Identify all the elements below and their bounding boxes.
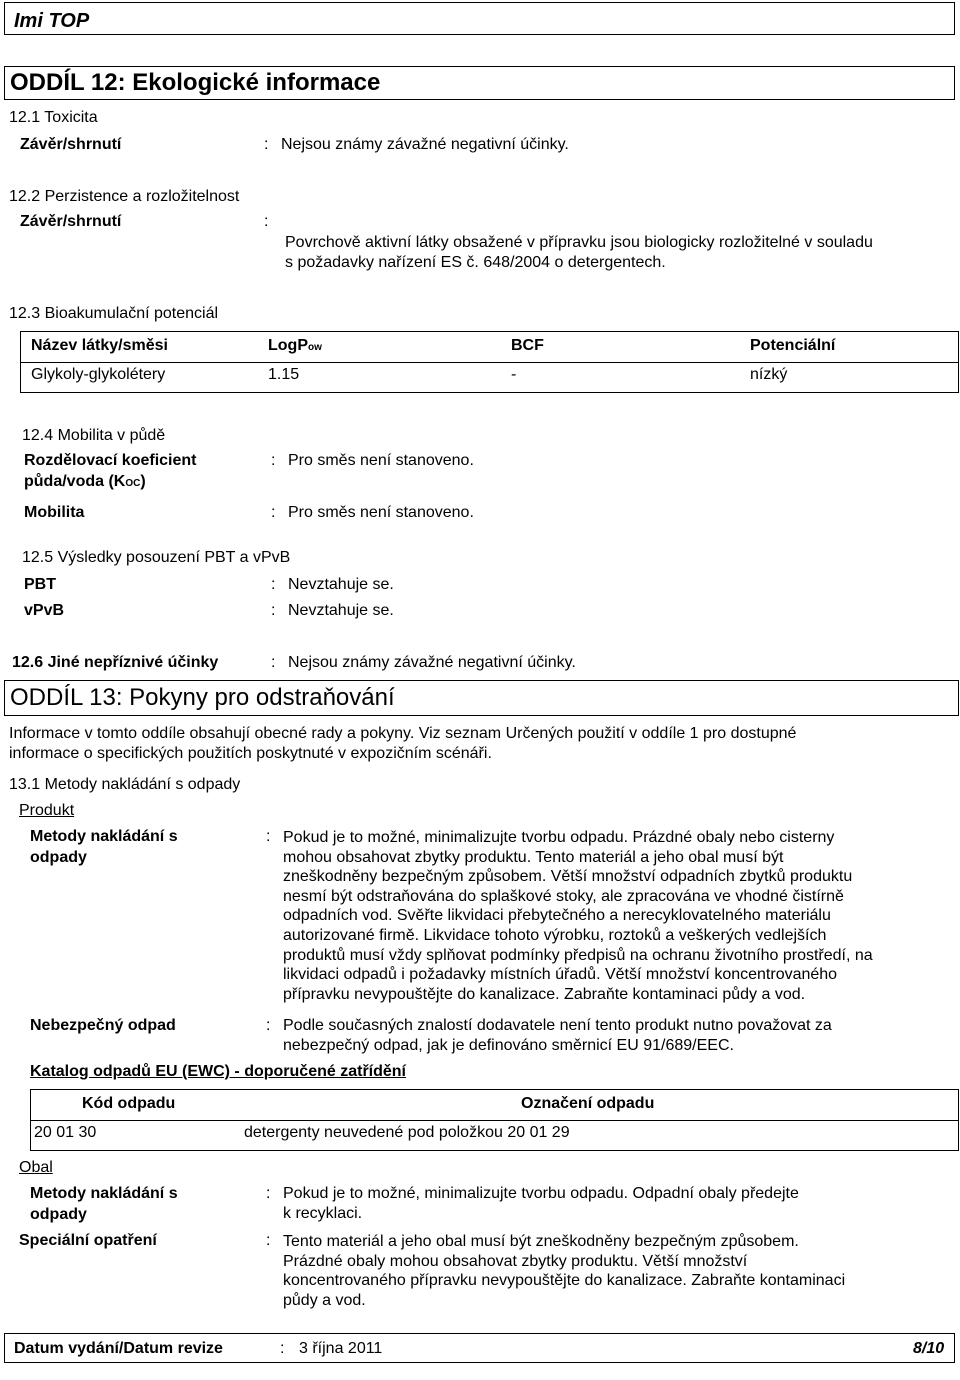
mobility-value: Pro směs není stanoveno.	[288, 504, 474, 521]
col-header-substance: Název látky/směsi	[31, 337, 168, 354]
pbt-heading: 12.5 Výsledky posouzení PBT a vPvB	[22, 549, 291, 566]
cell-logp: 1.15	[268, 366, 300, 383]
col-header-logp: LogPow	[268, 337, 322, 354]
pbt-label: PBT	[24, 576, 56, 593]
packaging-methods-label-2: odpady	[30, 1206, 87, 1223]
pbt-value: Nevztahuje se.	[288, 576, 394, 593]
packaging-methods-line-2: k recyklaci.	[283, 1205, 363, 1222]
colon: :	[266, 828, 271, 845]
other-effects-label: 12.6 Jiné nepříznivé účinky	[12, 654, 219, 671]
special-precautions-label: Speciální opatření	[19, 1232, 157, 1249]
cell-bcf: -	[511, 366, 517, 383]
document-header	[4, 2, 955, 35]
persistence-line-1: Povrchově aktivní látky obsažené v přípravku jsou biologicky rozložitelné v souladu	[285, 234, 873, 251]
special-precautions-text: Tento materiál a jeho obal musí být zneškodněny bezpečným způsobem. Prázdné obaly mohou obsahovat zbytky produktu. Větší množství koncentrovaného přípravku nevypouštějte do kanalizace. Zabraňte kontaminaci půdy a vod.	[283, 1233, 846, 1309]
colon: :	[266, 1017, 271, 1034]
mobility-heading: 12.4 Mobilita v půdě	[22, 427, 166, 444]
colon: :	[271, 654, 276, 671]
table-divider	[20, 362, 959, 363]
section-13-header	[4, 680, 959, 716]
issue-date-value: 3 října 2011	[299, 1340, 383, 1357]
persistence-line-2: s požadavky nařízení ES č. 648/2004 o detergentech.	[285, 254, 666, 271]
persistence-heading: 12.2 Perzistence a rozložitelnost	[9, 188, 240, 205]
packaging-methods-label-1: Metody nakládání s	[30, 1185, 178, 1202]
cell-waste-designation: detergenty neuvedené pod položkou 20 01 29	[244, 1124, 570, 1141]
other-effects-value: Nejsou známy závažné negativní účinky.	[288, 654, 576, 671]
col-header-bcf: BCF	[511, 337, 544, 354]
colon: :	[264, 213, 269, 230]
vpvb-label: vPvB	[24, 602, 65, 619]
product-methods-text: Pokud je to možné, minimalizujte tvorbu odpadu. Prázdné obaly nebo cisterny mohou obsahovat zbytky produktu. Tento materiál a jeho obal musí být zneškodněny bezpečným způsobem. Větší množství odpadních zbytků produktu nesmí být odstraňována do splaškové stoky, ale zpracována ve vhodné čistírně odpadních vod. Svěřte likvidaci přebytečného a nerecyklovatelného materiálu autorizované firmě. Likvidace tohoto výrobku, roztoků a veškerých vedlejších produktů musí vždy splňovat podmínky předpisů na ochranu životního prostředí, na likvidaci odpadů i požadavky místních úřadů. Větší množství koncentrovaného přípravku nevypouštějte do kanalizace. Zabraňte kontaminaci půdy a vod.	[283, 829, 873, 1003]
vpvb-value: Nevztahuje se.	[288, 602, 394, 619]
section-13-title: ODDÍL 13: Pokyny pro odstraňování	[10, 684, 395, 711]
cell-substance: Glykoly-glykolétery	[31, 366, 166, 383]
hazardous-waste-line-1: Podle současných znalostí dodavatele není tento produkt nutno považovat za	[283, 1017, 832, 1034]
koc-label-line-1: Rozdělovací koeficient	[24, 452, 197, 469]
colon: :	[271, 602, 276, 619]
colon: :	[264, 136, 269, 153]
colon: :	[266, 1185, 271, 1202]
toxicity-label: Závěr/shrnutí	[20, 136, 122, 153]
mobility-label: Mobilita	[24, 504, 85, 521]
cell-potential: nízký	[750, 366, 788, 383]
issue-date-label: Datum vydání/Datum revize	[14, 1340, 223, 1357]
colon: :	[271, 576, 276, 593]
disposal-methods-heading: 13.1 Metody nakládání s odpady	[9, 776, 241, 793]
intro-line-1: Informace v tomto oddíle obsahují obecné rady a pokyny. Viz seznam Určených použití v oddíle 1 pro dostupné	[9, 725, 797, 742]
koc-value: Pro směs není stanoveno.	[288, 452, 474, 469]
persistence-label: Závěr/shrnutí	[20, 213, 122, 230]
page-number: 8/10	[913, 1340, 945, 1357]
toxicity-value: Nejsou známy závažné negativní účinky.	[281, 136, 569, 153]
hazardous-waste-label: Nebezpečný odpad	[30, 1017, 176, 1034]
table-divider	[30, 1120, 959, 1121]
section-12-title: ODDÍL 12: Ekologické informace	[10, 69, 381, 96]
packaging-subheading: Obal	[19, 1159, 53, 1176]
hazardous-waste-line-2: nebezpečný odpad, jak je definováno směrnicí EU 91/689/EEC.	[283, 1037, 734, 1054]
product-subheading: Produkt	[19, 802, 75, 819]
bioaccumulation-heading: 12.3 Bioakumulační potenciál	[9, 305, 219, 322]
colon: :	[280, 1340, 285, 1357]
product-title: Imi TOP	[14, 10, 90, 32]
col-header-waste-code: Kód odpadu	[82, 1095, 176, 1112]
colon: :	[271, 504, 276, 521]
ewc-catalog-heading: Katalog odpadů EU (EWC) - doporučené zatřídění	[30, 1063, 406, 1080]
toxicity-heading: 12.1 Toxicita	[9, 109, 98, 126]
colon: :	[266, 1232, 271, 1249]
product-methods-label-2: odpady	[30, 849, 87, 866]
cell-waste-code: 20 01 30	[34, 1124, 97, 1141]
colon: :	[271, 452, 276, 469]
col-header-potential: Potenciální	[750, 337, 836, 354]
document-footer	[4, 1333, 955, 1363]
section-12-header	[4, 66, 955, 100]
packaging-methods-line-1: Pokud je to možné, minimalizujte tvorbu odpadu. Odpadní obaly předejte	[283, 1185, 799, 1202]
product-methods-label-1: Metody nakládání s	[30, 828, 178, 845]
col-header-waste-designation: Označení odpadu	[521, 1095, 655, 1112]
intro-line-2: informace o specifických použitích poskytnuté v expozičním scénáři.	[9, 745, 492, 762]
koc-label-line-2: půda/voda (KOC)	[24, 473, 146, 490]
